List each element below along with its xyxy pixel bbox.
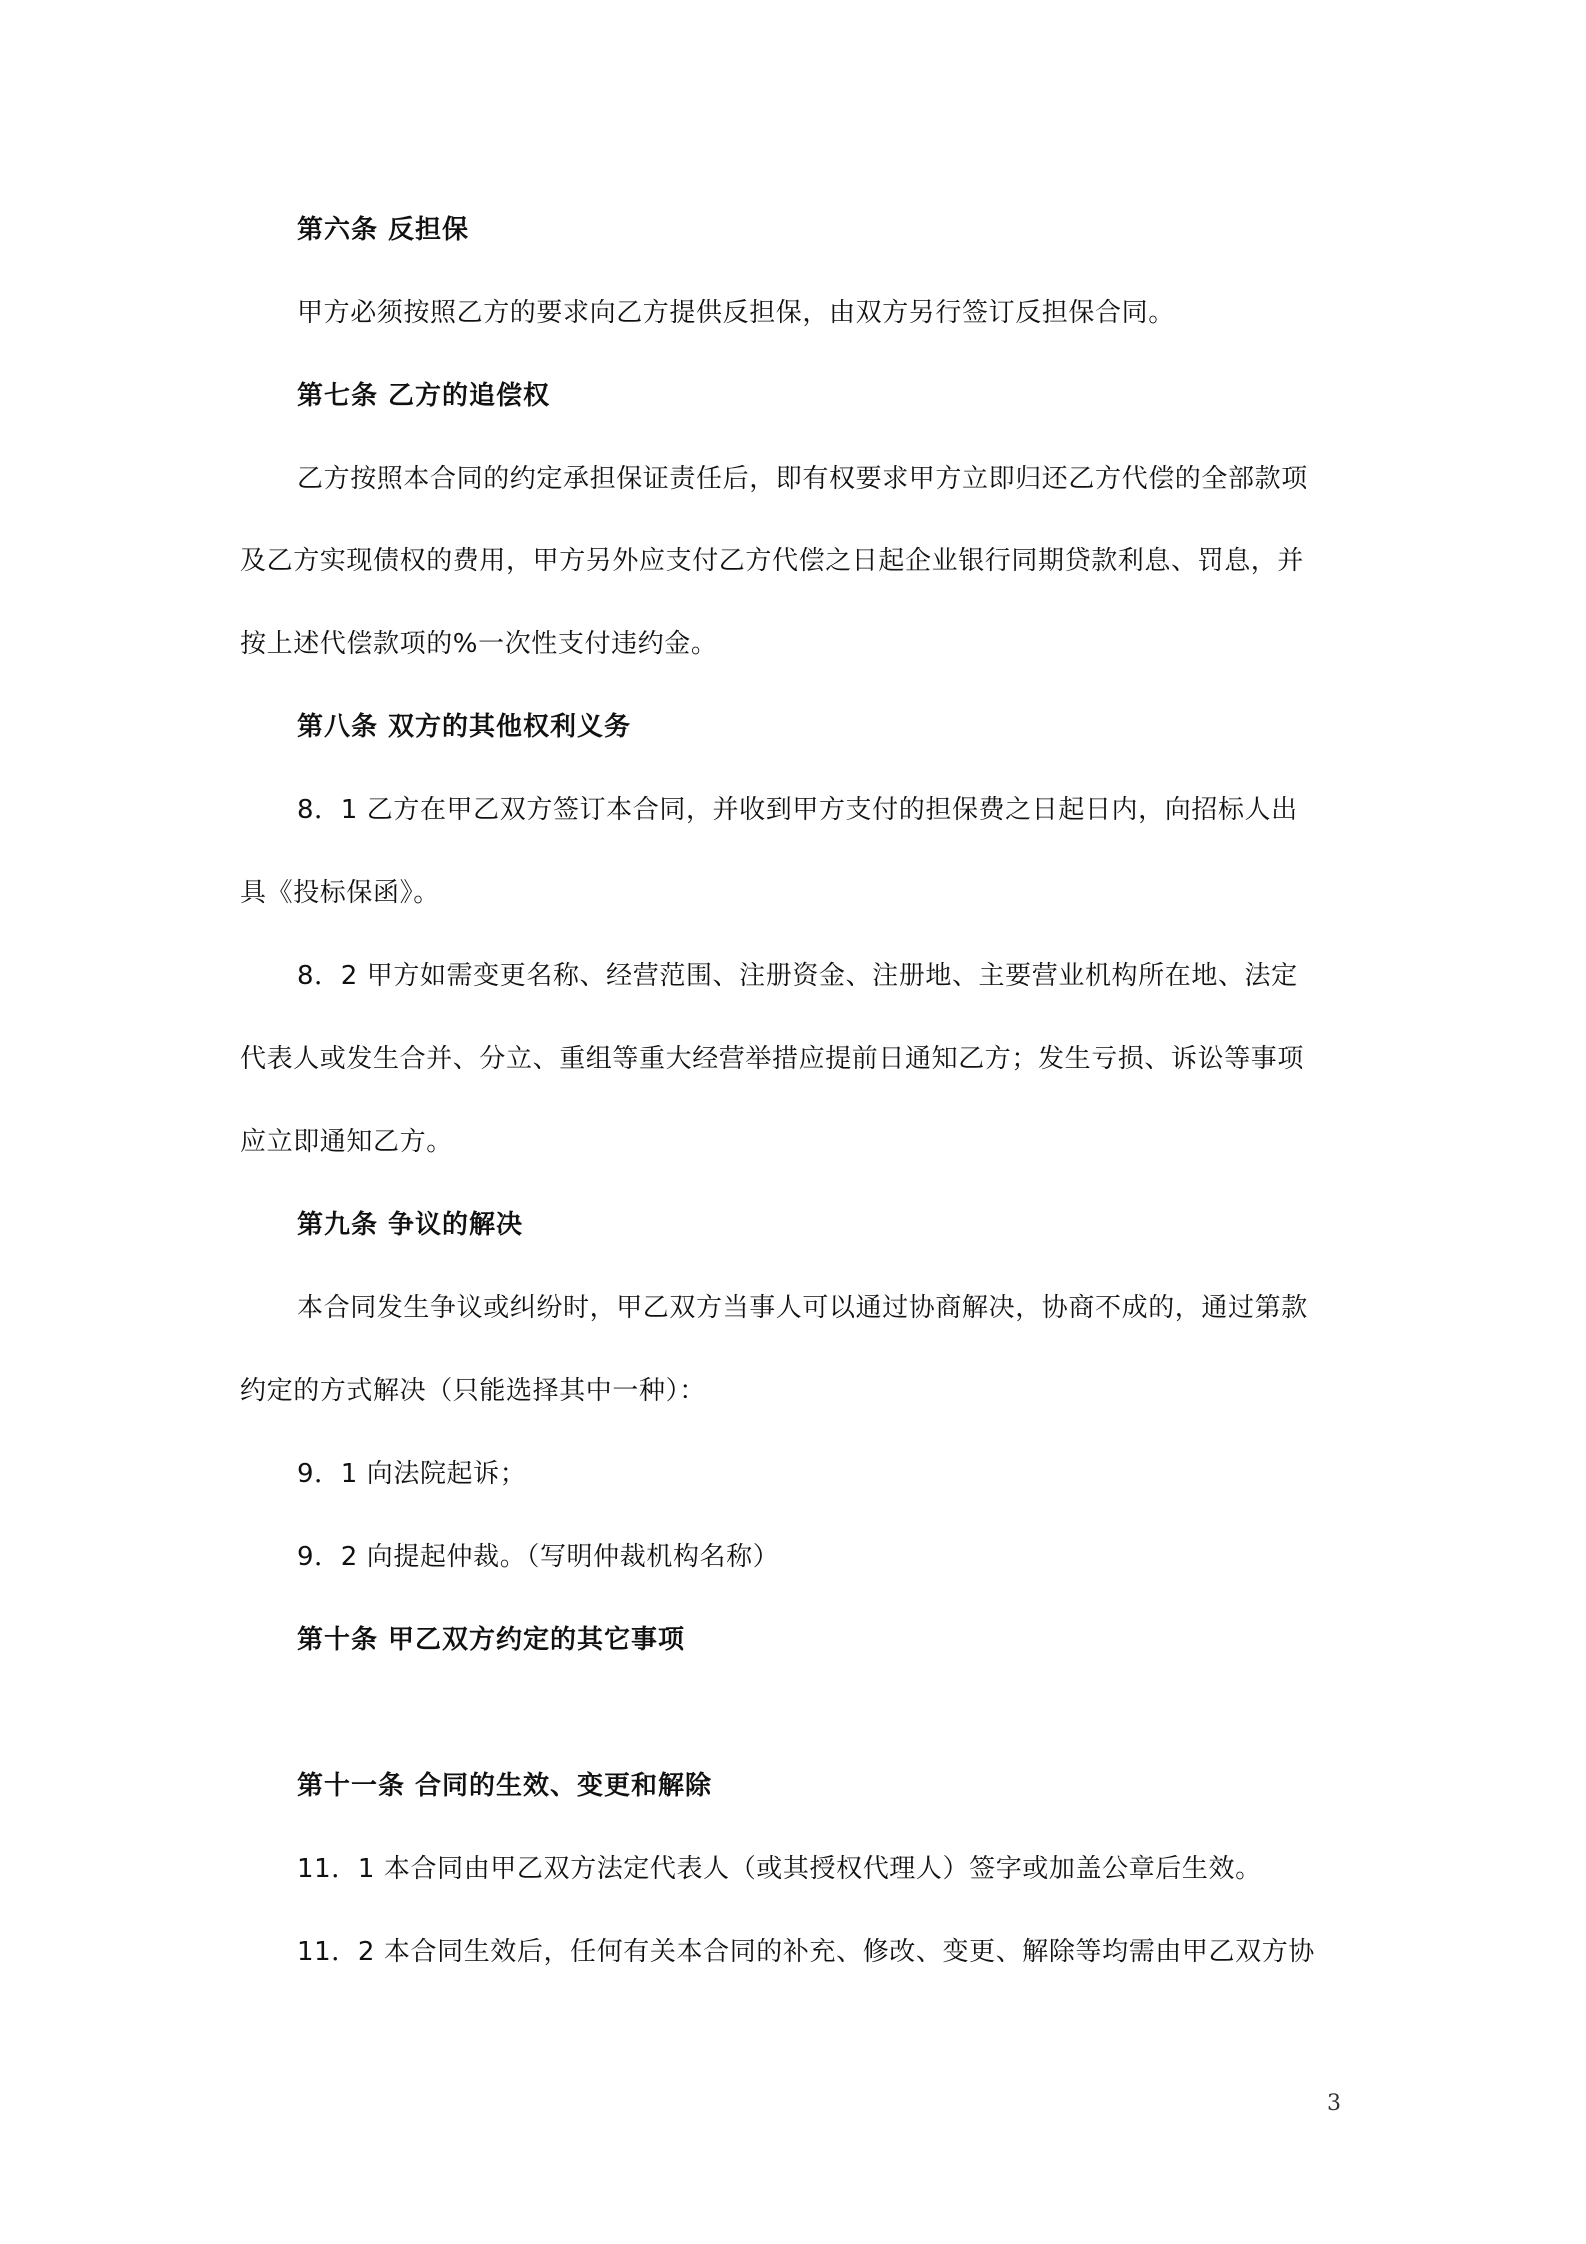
clause-9-2: 9．2 向提起仲裁。（写明仲裁机构名称） (297, 1542, 780, 1572)
article-7-paragraph-line-2: 及乙方实现债权的费用，甲方另外应支付乙方代偿之日起企业银行同期贷款利息、罚息，并 (240, 546, 1305, 576)
article-7-paragraph-line-3: 按上述代偿款项的%一次性支付违约金。 (240, 629, 718, 659)
clause-11-2-line-1: 11．2 本合同生效后，任何有关本合同的补充、修改、变更、解除等均需由甲乙双方协 (297, 1937, 1315, 1967)
article-11-heading: 第十一条 合同的生效、变更和解除 (297, 1771, 713, 1801)
article-10-heading: 第十条 甲乙双方约定的其它事项 (297, 1625, 686, 1655)
clause-8-1-line-2: 具《投标保函》。 (240, 878, 440, 908)
clause-8-2-line-1: 8．2 甲方如需变更名称、经营范围、注册资金、注册地、主要营业机构所在地、法定 (297, 961, 1298, 991)
clause-8-2-line-3: 应立即通知乙方。 (240, 1127, 453, 1157)
clause-8-2-line-2: 代表人或发生合并、分立、重组等重大经营举措应提前日通知乙方；发生亏损、诉讼等事项 (240, 1044, 1305, 1074)
article-9-paragraph-line-2: 约定的方式解决（只能选择其中一种）： (240, 1376, 706, 1406)
article-6-paragraph: 甲方必须按照乙方的要求向乙方提供反担保，由双方另行签订反担保合同。 (297, 298, 1175, 328)
page-number: 3 (1327, 2091, 1341, 2116)
clause-9-1: 9．1 向法院起诉； (297, 1459, 527, 1489)
article-8-heading: 第八条 双方的其他权利义务 (297, 712, 632, 742)
article-9-paragraph-line-1: 本合同发生争议或纠纷时，甲乙双方当事人可以通过协商解决，协商不成的，通过第款 (297, 1293, 1308, 1323)
clause-11-1: 11．1 本合同由甲乙双方法定代表人（或其授权代理人）签字或加盖公章后生效。 (297, 1854, 1262, 1884)
clause-8-1-line-1: 8．1 乙方在甲乙双方签订本合同，并收到甲方支付的担保费之日起日内，向招标人出 (297, 795, 1298, 825)
article-6-heading: 第六条 反担保 (297, 215, 470, 245)
article-7-paragraph-line-1: 乙方按照本合同的约定承担保证责任后，即有权要求甲方立即归还乙方代偿的全部款项 (297, 464, 1308, 494)
article-9-heading: 第九条 争议的解决 (297, 1210, 524, 1240)
article-7-heading: 第七条 乙方的追偿权 (297, 381, 551, 411)
